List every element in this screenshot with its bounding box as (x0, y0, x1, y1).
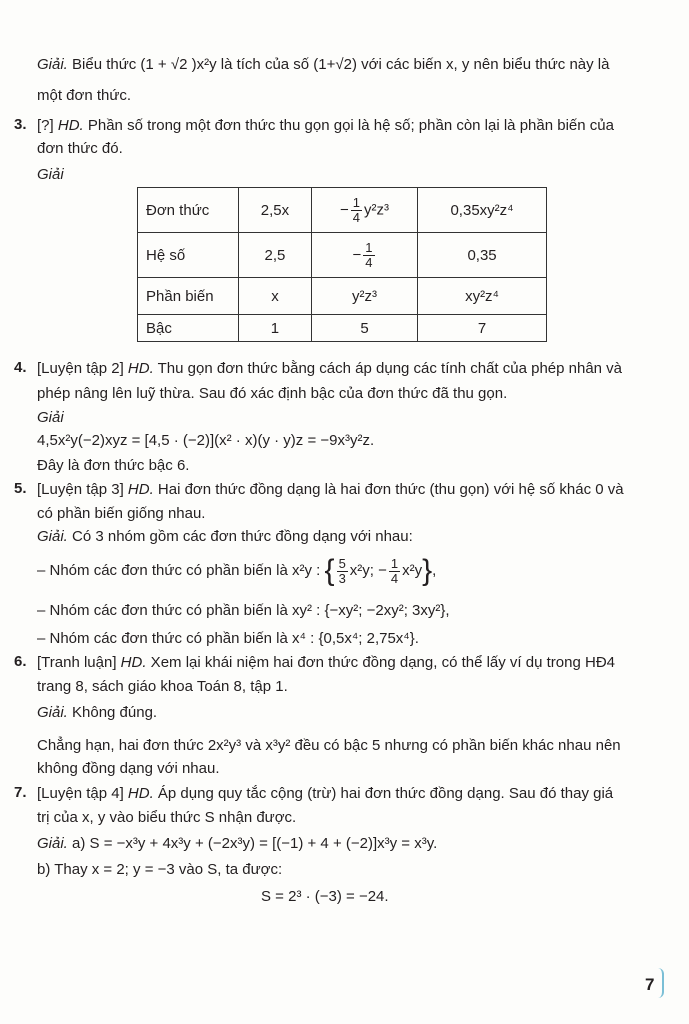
ex5-line2: có phần biến giống nhau. (37, 505, 206, 522)
cell: 2,5x (239, 188, 312, 233)
page-number: 7 (645, 975, 655, 994)
table-row (138, 278, 547, 315)
cell: 7 (418, 315, 547, 342)
ex5-group2: – Nhóm các đơn thức có phần biến là xy² : {−xy²; −2xy²; 3xy²}, (37, 602, 450, 619)
ex7-line2: trị của x, y vào biểu thức S nhận được. (37, 809, 297, 826)
ex7-part-a: Giải. a) S = −x³y + 4x³y + (−2x³y) = [(−1) + 4 + (−2)]x³y = x³y. (37, 835, 438, 852)
cell: − $\frac{1}{4}$ y²z³ (311, 188, 417, 233)
page-number-decoration (658, 968, 664, 998)
ex5-number: 5. (14, 480, 27, 497)
fraction: $\frac{1}{4}$ (365, 239, 373, 270)
cell: xy²z⁴ (418, 278, 547, 315)
cell: x (239, 278, 312, 315)
ex2-line1: Giải. Biểu thức (1 + √2 )x²y là tích của số (1+√2) với các biến x, y nên biểu thức này là (37, 56, 610, 73)
row-label: Hệ số (138, 233, 239, 278)
ex7-part-b: b) Thay x = 2; y = −3 vào S, ta được: (37, 861, 283, 878)
cell: 5 (311, 315, 417, 342)
ex3-giai: Giải (37, 166, 64, 183)
ex6-line3: Giải. Không đúng. (37, 704, 158, 721)
ex4-number: 4. (14, 359, 27, 376)
ex3-number: 3. (14, 116, 27, 133)
ex7-result: S = 2³ · (−3) = −24. (261, 888, 389, 905)
cell: − $\frac{1}{4}$ (311, 233, 417, 278)
cell: y²z³ (311, 278, 417, 315)
ex3-line2: đơn thức đó. (37, 140, 123, 157)
cell: 0,35 (418, 233, 547, 278)
table-row (138, 315, 547, 342)
ex6-line2: trang 8, sách giáo khoa Toán 8, tập 1. (37, 678, 288, 695)
ex4-giai: Giải (37, 409, 64, 426)
fraction: $\frac{1}{4}$ (352, 194, 361, 225)
cell: 1 (239, 315, 312, 342)
ex2-line2: một đơn thức. (37, 87, 132, 104)
cell: 2,5 (239, 233, 312, 278)
cell: 0,35xy²z⁴ (418, 188, 547, 233)
ex6-line1: [Tranh luận] HD. Xem lại khái niệm hai đơn thức đồng dạng, có thể lấy ví dụ trong HĐ4 (37, 654, 615, 671)
table-row (138, 188, 547, 233)
table-row (138, 233, 547, 278)
ex5-line3: Giải. Có 3 nhóm gồm các đơn thức đồng dạng với nhau: (37, 528, 413, 545)
ex4-line2: phép nâng lên luỹ thừa. Sau đó xác định bậc của đơn thức đã thu gọn. (37, 385, 508, 402)
row-label: Đơn thức (138, 188, 239, 233)
fraction: $\frac{1}{4}$ (390, 555, 399, 586)
ex3-line1: [?] HD. Phần số trong một đơn thức thu gọn gọi là hệ số; phần còn lại là phần biến của (37, 117, 614, 134)
row-label: Bậc (138, 315, 239, 342)
ex6-line5: không đồng dạng với nhau. (37, 760, 220, 777)
ex5-group3: – Nhóm các đơn thức có phần biến là x⁴ : {0,5x⁴; 2,75x⁴}. (37, 630, 419, 647)
ex4-line1: [Luyện tập 2] HD. Thu gọn đơn thức bằng cách áp dụng các tính chất của phép nhân và (37, 360, 623, 377)
ex7-number: 7. (14, 784, 27, 801)
row-label: Phần biến (138, 278, 239, 315)
ex6-line4: Chẳng hạn, hai đơn thức 2x²y³ và x³y² đều có bậc 5 nhưng có phần biến khác nhau nên (37, 737, 621, 754)
monomial-table (137, 187, 547, 342)
ex5-group1: – Nhóm các đơn thức có phần biến là x²y : { $\frac{5}{3}$ x²y; − $\frac{1}{4}$ x²y}, (37, 554, 437, 588)
ex4-equation: 4,5x²y(−2)xyz = [4,5 · (−2)](x² · x)(y · y)z = −9x³y²z. (37, 432, 375, 449)
ex6-number: 6. (14, 653, 27, 670)
ex7-line1: [Luyện tập 4] HD. Áp dụng quy tắc cộng (trừ) hai đơn thức đồng dạng. Sau đó thay giá (37, 785, 614, 802)
ex5-line1: [Luyện tập 3] HD. Hai đơn thức đồng dạng là hai đơn thức (thu gọn) với hệ số khác 0 và (37, 481, 624, 498)
ex4-conclusion: Đây là đơn thức bậc 6. (37, 457, 190, 474)
fraction: $\frac{5}{3}$ (338, 555, 346, 586)
